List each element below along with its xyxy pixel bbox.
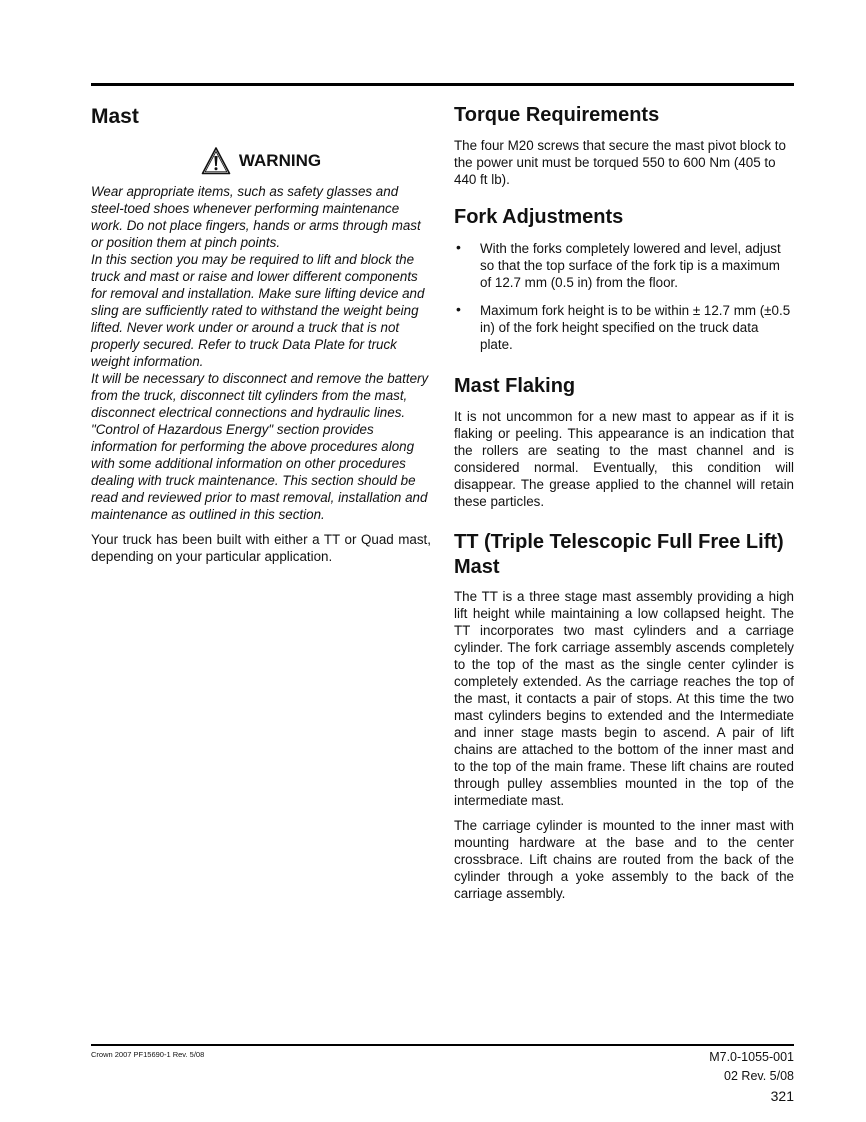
warning-paragraph-3: It will be necessary to disconnect and remove the battery from the truck, disconnect tilt cylinders from the mast, disconnect electrical connections and hydraulic lines. "Control of Hazardous Energy" section provides information for performing the above procedures along with some additional information on other procedures dealing with truck maintenance. This section should be read and reviewed prior to mast removal, installation and maintenance as outlined in this section.: [91, 371, 429, 522]
section-title-flaking: Mast Flaking: [454, 375, 576, 397]
tt-paragraph-2: The carriage cylinder is mounted to the inner mast with mounting hardware at the base and to the center crossbrace. Lift chains are routed from the back of the cylinder through a yoke assembly to the back of the carriage assembly.: [454, 818, 794, 901]
fork-bullet-2-text: Maximum fork height is to be within ± 12.7 mm (±0.5 in) of the fork height specified on the truck data plate.: [480, 303, 791, 352]
footer-revision: 02 Rev. 5/08: [724, 1069, 794, 1083]
section-title-fork: Fork Adjustments: [454, 206, 624, 228]
left-column: [91, 100, 431, 565]
footer-rule: [91, 1044, 794, 1046]
footer-doc-number: M7.0-1055-001: [709, 1050, 794, 1064]
mast-type-paragraph: Your truck has been built with either a TT or Quad mast, depending on your particular application.: [91, 532, 431, 564]
fork-bullet-2: [454, 302, 794, 353]
bullet-icon: •: [456, 301, 461, 317]
flaking-paragraph: It is not uncommon for a new mast to appear as if it is flaking or peeling. This appearance is an indication that the rollers are seating to the mast channel and is considered normal. Eventually, this condition will disappear. The grease applied to the channel will retain these particles.: [454, 409, 794, 509]
torque-paragraph: The four M20 screws that secure the mast pivot block to the power unit must be torqued 550 to 600 Nm (405 to 440 ft lb).: [454, 138, 786, 187]
bullet-icon: •: [456, 239, 461, 255]
warning-paragraph-1: Wear appropriate items, such as safety glasses and steel-toed shoes whenever performing maintenance work. Do not place fingers, hands or arms through mast or position them at pinch points.: [91, 184, 421, 250]
tt-paragraph-1: The TT is a three stage mast assembly providing a high lift height while maintaining a low collapsed height. The TT incorporates two mast cylinders and a carriage cylinder. The fork carriage assembly ascends completely to the top of the mast as the single center cylinder is completely extended. As the carriage reaches the top of the mast, it contacts a pair of stops. At this time the two mast cylinders begins to extended and the Intermediate and inner stage masts begin to ascend. A pair of lift chains are attached to the bottom of the inner mast and to the top of the main frame. These lift chains are routed through pulley assemblies mounted in the top of the intermediate mast.: [454, 589, 794, 808]
section-title-tt: TT (Triple Telescopic Full Free Lift) Mast: [454, 531, 784, 578]
section-title-mast: Mast: [91, 105, 139, 128]
warning-triangle-icon: [201, 146, 231, 176]
page-number: 321: [770, 1088, 794, 1104]
fork-bullet-1: [454, 240, 794, 291]
footer-copyright: Crown 2007 PF15690-1 Rev. 5/08: [91, 1050, 205, 1059]
footer-info: [709, 1048, 794, 1106]
warning-header: [91, 146, 431, 176]
warning-title: WARNING: [238, 151, 322, 170]
right-column: [454, 100, 794, 902]
warning-paragraph-2: In this section you may be required to lift and block the truck and mast or raise and lower different components for removal and installation. Make sure lifting device and sling are sufficiently rated to withstand the weight being lifted. Never work under or around a truck that is not properly secured. Refer to truck Data Plate for truck weight information.: [91, 252, 425, 369]
section-title-torque: Torque Requirements: [454, 104, 660, 126]
fork-bullet-list: [454, 240, 794, 353]
fork-bullet-1-text: With the forks completely lowered and level, adjust so that the top surface of the fork tip is a maximum of 12.7 mm (0.5 in) from the floor.: [480, 241, 781, 290]
header-rule: [91, 83, 794, 86]
